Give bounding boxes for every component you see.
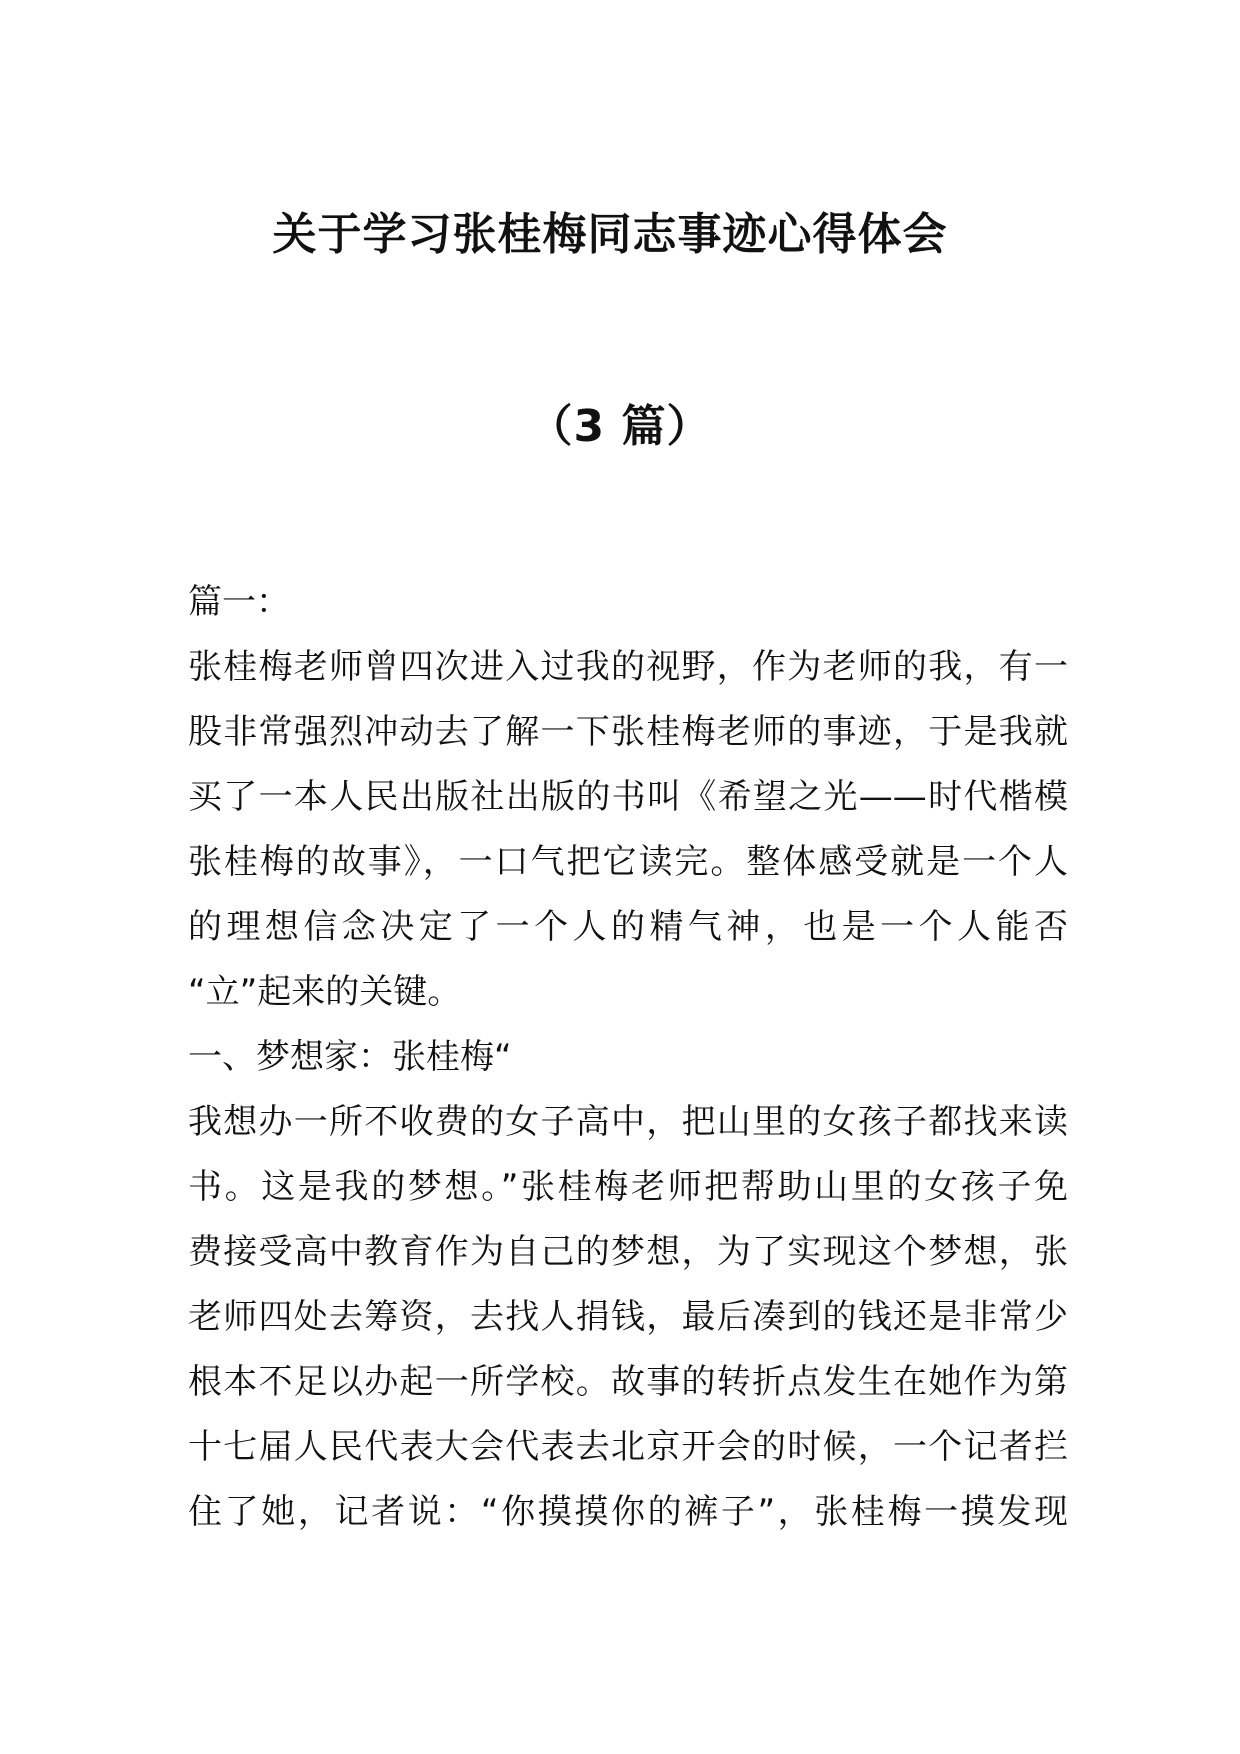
paragraph-line: 的理想信念决定了一个人的精气神，也是一个人能否 [188,907,1068,947]
section-heading-part-one: 篇一： [188,582,290,622]
paragraph-line: 张桂梅的故事》，一口气把它读完。整体感受就是一个人 [188,842,1068,882]
paragraph-line: “立”起来的关键。 [188,972,462,1012]
paragraph-line: 十七届人民代表大会代表去北京开会的时候，一个记者拦 [188,1427,1068,1467]
paragraph-line: 股非常强烈冲动去了解一下张桂梅老师的事迹，于是我就 [188,712,1068,752]
paragraph-line: 根本不足以办起一所学校。故事的转折点发生在她作为第 [188,1362,1068,1402]
section-heading-dreamer: 一、梦想家：张桂梅“ [188,1037,512,1077]
document-title: 关于学习张桂梅同志事迹心得体会 [272,209,948,260]
paragraph-line: 住了她，记者说：“你摸摸你的裤子”，张桂梅一摸发现 [188,1492,1068,1532]
paragraph-line: 张桂梅老师曾四次进入过我的视野，作为老师的我，有一 [188,647,1068,687]
document-body [188,570,1068,1545]
document-subtitle: （3 篇） [528,401,712,452]
paragraph-line: 我想办一所不收费的女子高中，把山里的女孩子都找来读 [188,1102,1068,1142]
paragraph-line: 老师四处去筹资，去找人捐钱，最后凑到的钱还是非常少 [188,1297,1068,1337]
paragraph-line: 费接受高中教育作为自己的梦想，为了实现这个梦想，张 [188,1232,1068,1272]
paragraph-line: 书。这是我的梦想。”张桂梅老师把帮助山里的女孩子免 [188,1167,1068,1207]
paragraph-line: 买了一本人民出版社出版的书叫《希望之光——时代楷模 [188,777,1068,817]
